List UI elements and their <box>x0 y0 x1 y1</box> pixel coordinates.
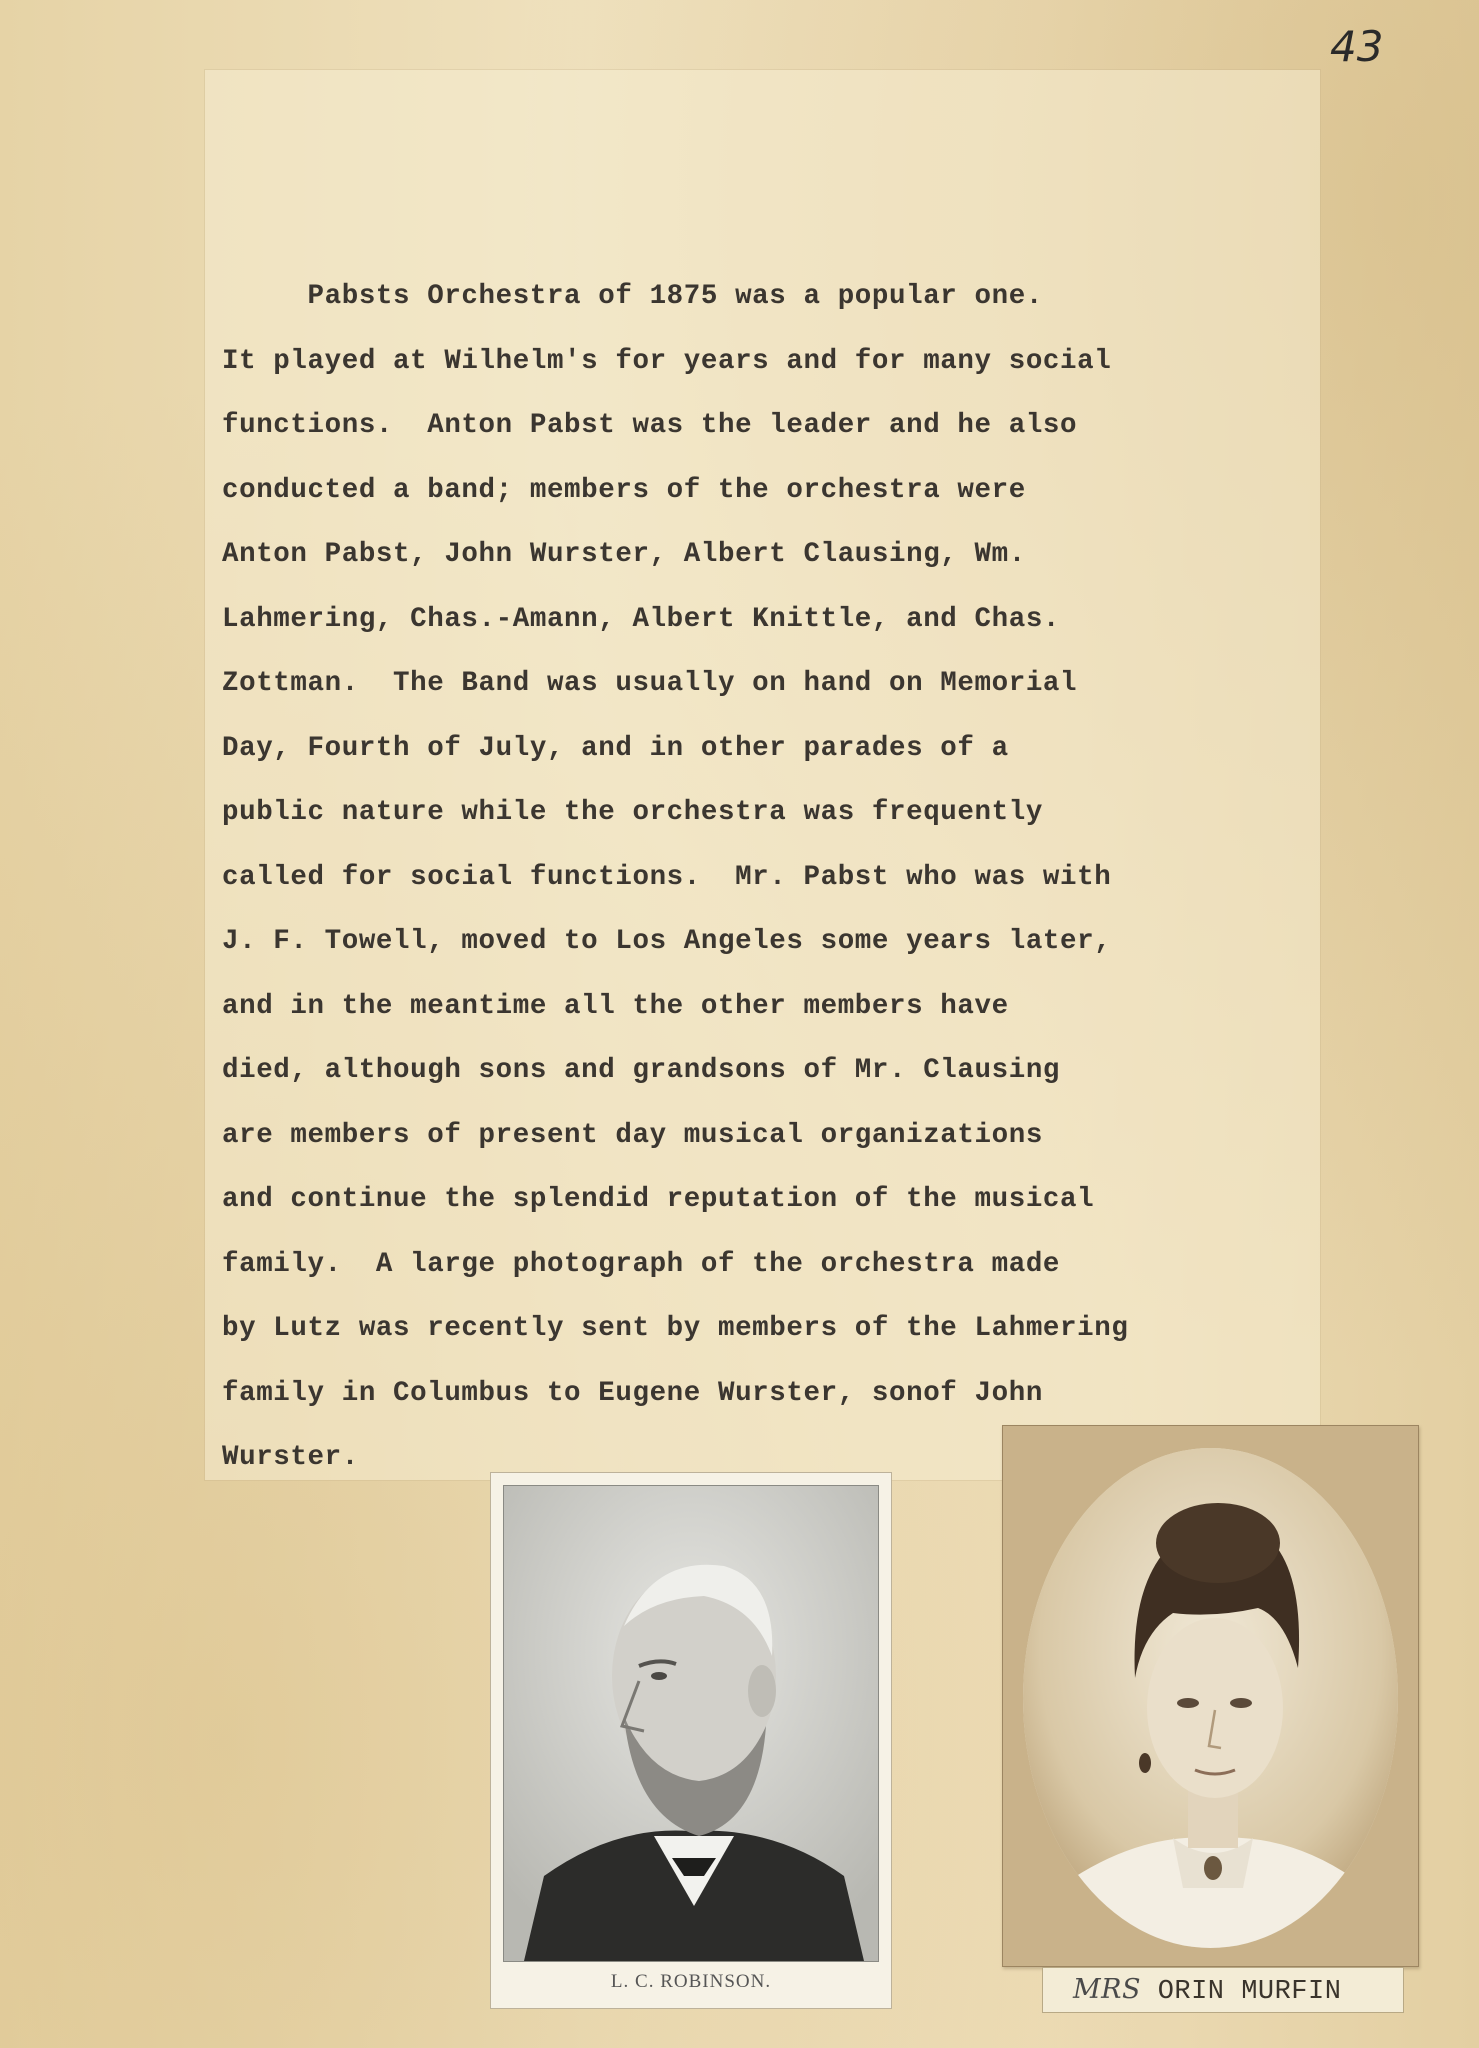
photo-label-handwritten: MRS <box>1073 1974 1141 2005</box>
text-line: J. F. Towell, moved to Los Angeles some years later, <box>222 926 1112 957</box>
text-line: called for social functions. Mr. Pabst who was with <box>222 861 1112 893</box>
photo-label-area <box>1002 1425 1417 2007</box>
photo-label-text <box>1073 1974 1341 2007</box>
portrait-illustration <box>504 1486 878 1961</box>
portrait-caption: L. C. ROBINSON. <box>610 1971 772 1992</box>
typed-paragraph <box>222 265 1302 1491</box>
newspaper-clipping-portrait <box>490 1472 892 2009</box>
text-line: public nature while the orchestra was frequently <box>222 797 1043 828</box>
text-line: family. A large photograph of the orchestra made <box>222 1248 1061 1280</box>
text-line: and continue the splendid reputation of the musical <box>222 1184 1095 1215</box>
page-number: 43 <box>1330 22 1384 71</box>
text-line: Day, Fourth of July, and in other parades of a <box>222 732 1009 764</box>
text-line: Lahmering, Chas.-Amann, Albert Knittle, and Chas. <box>222 603 1061 635</box>
text-line: and in the meantime all the other members have <box>222 990 1009 1022</box>
photo-label-typed: ORIN MURFIN <box>1157 1977 1342 2007</box>
text-line: by Lutz was recently sent by members of the Lahmering <box>222 1313 1129 1344</box>
text-line: Wurster. <box>222 1442 359 1473</box>
text-line: conducted a band; members of the orchestra were <box>222 474 1026 506</box>
text-line: functions. Anton Pabst was the leader and he also <box>222 410 1078 441</box>
text-line: died, although sons and grandsons of Mr. Clausing <box>222 1055 1061 1086</box>
text-line: family in Columbus to Eugene Wurster, sonof John <box>222 1377 1043 1409</box>
text-line: Zottman. The Band was usually on hand on Memorial <box>222 668 1078 699</box>
text-line: Pabsts Orchestra of 1875 was a popular one. <box>222 281 1043 312</box>
text-line: are members of present day musical organizations <box>222 1119 1043 1151</box>
text-line: It played at Wilhelm's for years and for many social <box>222 345 1112 377</box>
photo-label <box>1042 1967 1404 2013</box>
portrait-photo-man <box>503 1485 879 1962</box>
text-line: Anton Pabst, John Wurster, Albert Clausing, Wm. <box>222 539 1026 570</box>
